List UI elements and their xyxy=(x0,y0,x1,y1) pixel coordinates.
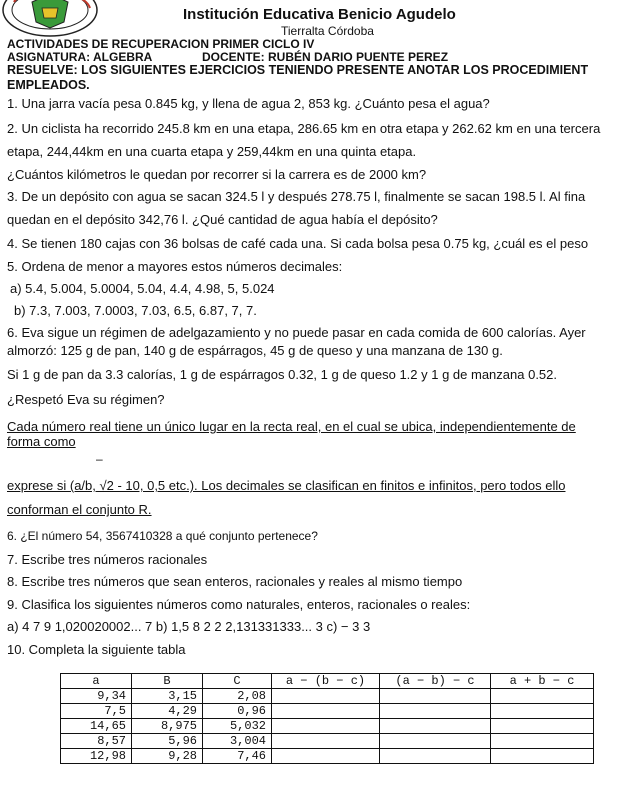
answer-cell[interactable] xyxy=(491,719,594,734)
answer-cell[interactable] xyxy=(380,689,491,704)
table-row xyxy=(61,704,594,719)
table-row xyxy=(61,719,594,734)
header-b: B xyxy=(132,674,203,689)
theory-line-2: forma como xyxy=(7,434,76,449)
answer-cell[interactable] xyxy=(491,734,594,749)
subject: ASIGNATURA: ALGEBRA xyxy=(7,50,153,64)
exercise-6-question: ¿Respetó Eva su régimen? xyxy=(7,392,165,407)
cell-c: 2,08 xyxy=(203,689,272,704)
exercise-5-b: b) 7.3, 7.003, 7.0003, 7.03, 6.5, 6.87, 7, 7. xyxy=(14,303,257,318)
table-row xyxy=(61,734,594,749)
cell-b: 5,96 xyxy=(132,734,203,749)
answer-cell[interactable] xyxy=(491,689,594,704)
header-a-plus-b-minus-c: a + b − c xyxy=(491,674,594,689)
exercise-1: 1. Una jarra vacía pesa 0.845 kg, y llena de agua 2, 853 kg. ¿Cuánto pesa el agua? xyxy=(7,96,490,111)
table-row xyxy=(61,689,594,704)
cell-c: 0,96 xyxy=(203,704,272,719)
exercise-2-line-2: etapa, 244,44km en una cuarta etapa y 259,44km en una quinta etapa. xyxy=(7,144,417,159)
question-9: 9. Clasifica los siguientes números como naturales, enteros, racionales o reales: xyxy=(7,597,471,612)
exercise-3-line-2: quedan en el depósito 342,76 l. ¿Qué cantidad de agua había el depósito? xyxy=(7,212,438,227)
header-a-minus-b-minus-c: a − (b − c) xyxy=(272,674,380,689)
answer-cell[interactable] xyxy=(380,749,491,764)
cell-c: 7,46 xyxy=(203,749,272,764)
cell-c: 3,004 xyxy=(203,734,272,749)
question-7: 7. Escribe tres números racionales xyxy=(7,552,208,567)
answer-cell[interactable] xyxy=(380,719,491,734)
answer-cell[interactable] xyxy=(491,704,594,719)
decimal-operations-table xyxy=(60,673,594,764)
header-a-minus-b-then-minus-c: (a − b) − c xyxy=(380,674,491,689)
exercise-6-line-2: almorzó: 125 g de pan, 140 g de espárragos, 45 g de queso y una manzana de 130 g. xyxy=(7,343,503,358)
cell-a: 12,98 xyxy=(61,749,132,764)
question-8: 8. Escribe tres números que sean enteros, racionales y reales al mismo tiempo xyxy=(7,574,463,589)
exercise-5: 5. Ordena de menor a mayores estos números decimales: xyxy=(7,259,343,274)
question-9-options: a) 4 7 9 1,020020002... 7 b) 1,5 8 2 2 2,131331333... 3 c) − 3 3 xyxy=(7,619,371,634)
cell-c: 5,032 xyxy=(203,719,272,734)
instruction-line-1: RESUELVE: LOS SIGUIENTES EJERCICIOS TENIENDO PRESENTE ANOTAR LOS PROCEDIMIENT xyxy=(7,63,589,77)
cell-b: 9,28 xyxy=(132,749,203,764)
answer-cell[interactable] xyxy=(272,689,380,704)
worksheet-title: ACTIVIDADES DE RECUPERACION PRIMER CICLO IV xyxy=(7,37,315,51)
header-c: C xyxy=(203,674,272,689)
answer-cell[interactable] xyxy=(272,719,380,734)
theory-line-4: conforman el conjunto R. xyxy=(7,502,152,517)
teacher: DOCENTE: RUBÉN DARIO PUENTE PEREZ xyxy=(202,50,449,64)
institution-name: Institución Educativa Benicio Agudelo xyxy=(183,6,456,23)
school-logo xyxy=(2,0,102,40)
instruction-line-2: EMPLEADOS. xyxy=(7,78,90,92)
answer-cell[interactable] xyxy=(491,749,594,764)
answer-cell[interactable] xyxy=(272,749,380,764)
answer-cell[interactable] xyxy=(272,704,380,719)
answer-cell[interactable] xyxy=(380,734,491,749)
exercise-2-line-1: 2. Un ciclista ha recorrido 245.8 km en una etapa, 286.65 km en otra etapa y 262.62 km en una tercera xyxy=(7,121,601,136)
cell-a: 14,65 xyxy=(61,719,132,734)
exercise-6-line-3: Si 1 g de pan da 3.3 calorías, 1 g de espárragos 0.32, 1 g de queso 1.2 y 1 g de manzana 0.52. xyxy=(7,367,557,382)
exercise-3-line-1: 3. De un depósito con agua se sacan 324.5 l y después 278.75 l, finalmente se sacan 198.5 l. Al fina xyxy=(7,189,586,204)
cell-a: 7,5 xyxy=(61,704,132,719)
exercise-2-question: ¿Cuántos kilómetros le quedan por recorrer si la carrera es de 2000 km? xyxy=(7,167,427,182)
cell-b: 8,975 xyxy=(132,719,203,734)
exercise-4: 4. Se tienen 180 cajas con 36 bolsas de café cada una. Si cada bolsa pesa 0.75 kg, ¿cuál es el peso xyxy=(7,236,589,251)
table-header-row xyxy=(61,674,594,689)
cell-b: 4,29 xyxy=(132,704,203,719)
cell-a: 9,34 xyxy=(61,689,132,704)
theory-dash: – xyxy=(96,452,103,466)
header-a: a xyxy=(61,674,132,689)
question-10: 10. Completa la siguiente tabla xyxy=(7,642,186,657)
exercise-6-line-1: 6. Eva sigue un régimen de adelgazamiento y no puede pasar en cada comida de 600 calorías. Ayer xyxy=(7,325,586,340)
table-row xyxy=(61,749,594,764)
exercise-5-a: a) 5.4, 5.004, 5.0004, 5.04, 4.4, 4.98, 5, 5.024 xyxy=(10,281,275,296)
cell-b: 3,15 xyxy=(132,689,203,704)
answer-cell[interactable] xyxy=(272,734,380,749)
answer-cell[interactable] xyxy=(380,704,491,719)
theory-line-3: exprese si (a/b, √2 - 10, 0,5 etc.). Los decimales se clasifican en finitos e infinitos, pero todos ello xyxy=(7,478,566,493)
theory-line-1: Cada número real tiene un único lugar en la recta real, en el cual se ubica, independientemente de xyxy=(7,419,576,434)
location: Tierralta Córdoba xyxy=(281,24,374,38)
cell-a: 8,57 xyxy=(61,734,132,749)
question-6: 6. ¿El número 54, 3567410328 a qué conjunto pertenece? xyxy=(7,529,318,543)
